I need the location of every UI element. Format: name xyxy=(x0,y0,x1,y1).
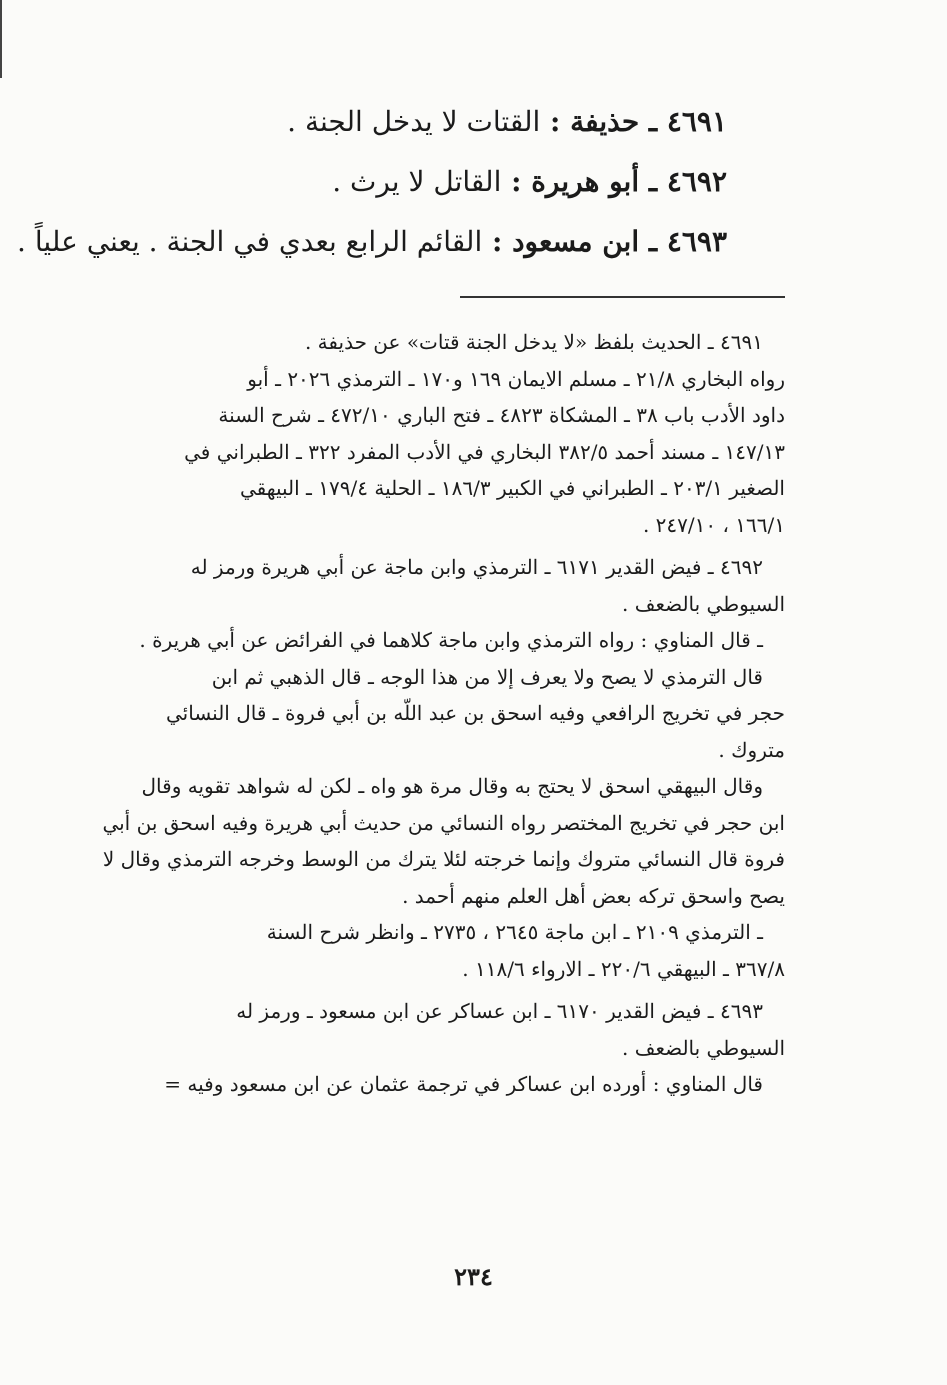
footnote-line: يصح واسحق تركه بعض أهل العلم منهم أحمد . xyxy=(402,883,785,908)
scan-edge-line xyxy=(0,0,2,78)
footnote-line: ٤٦٩١ ـ الحديث بلفظ «لا يدخل الجنة قتات» عن حذيفة . xyxy=(304,330,763,354)
footnote-line: ابن حجر في تخريج المختصر رواه النسائي من حديث أبي هريرة وفيه اسحق بن أبي xyxy=(102,810,785,835)
footnote-line: ١٦٦/١ ، ٢٤٧/١٠ . xyxy=(642,512,785,537)
footnote-divider xyxy=(460,296,785,298)
footnote-line: الصغير ٢٠٣/١ ـ الطبراني في الكبير ١٨٦/٣ ـ الحلية ١٧٩/٤ ـ البيهقي xyxy=(239,476,785,500)
footnote-line: فروة قال النسائي متروك وإنما خرجته لئلا يترك من الوسط وخرجه الترمذي وقال لا xyxy=(102,847,785,871)
main-entries xyxy=(17,92,727,272)
footnote-line: قال المناوي : أورده ابن عساكر في ترجمة عثمان عن ابن مسعود وفيه = xyxy=(164,1072,763,1096)
entry-number: ٤٦٩١ xyxy=(666,105,727,138)
footnote-line: ١٤٧/١٣ ـ مسند أحمد ٣٨٢/٥ البخاري في الأدب المفرد ٣٢٢ ـ الطبراني في xyxy=(184,439,785,464)
entry-narrator: ابن مسعود xyxy=(512,225,640,258)
footnote-line: السيوطي بالضعف . xyxy=(622,1035,785,1060)
entry-text: القتات لا يدخل الجنة . xyxy=(287,105,541,138)
footnote-line: حجر في تخريج الرافعي وفيه اسحق بن عبد اللّه بن أبي فروة ـ قال النسائي xyxy=(165,701,785,725)
entry-number: ٤٦٩٣ xyxy=(666,225,727,258)
entry-colon: : xyxy=(482,225,513,258)
entry-dash: ـ xyxy=(639,225,658,258)
entry-number: ٤٦٩٢ xyxy=(666,165,727,198)
entry-dash: ـ xyxy=(639,165,658,198)
main-entry xyxy=(125,92,727,152)
entry-text: القاتل لا يرث . xyxy=(332,165,502,198)
footnote-line: ٤٦٩٢ ـ فيض القدير ٦١٧١ ـ الترمذي وابن ماجة عن أبي هريرة ورمز له xyxy=(190,555,763,579)
footnote-line: داود الأدب باب ٣٨ ـ المشكاة ٤٨٢٣ ـ فتح الباري ٤٧٢/١٠ ـ شرح السنة xyxy=(218,403,785,427)
footnote-line: السيوطي بالضعف . xyxy=(622,591,785,616)
footnote-4693 xyxy=(95,993,785,1103)
footnote-4691 xyxy=(95,324,785,543)
main-entry xyxy=(17,212,727,272)
book-page xyxy=(17,0,785,1385)
footnote-4692 xyxy=(95,549,785,987)
footnote-line: ٣٦٧/٨ ـ البيهقي ٢٢٠/٦ ـ الارواء ١١٨/٦ . xyxy=(462,956,785,981)
footnote-line: متروك . xyxy=(718,737,785,762)
entry-colon: : xyxy=(540,105,571,138)
footnote-line: ٤٦٩٣ ـ فيض القدير ٦١٧٠ ـ ابن عساكر عن ابن مسعود ـ ورمز له xyxy=(236,999,763,1023)
entry-colon: : xyxy=(501,165,532,198)
page-number: ٢٣٤ xyxy=(454,1262,493,1291)
entry-narrator: أبو هريرة xyxy=(531,165,640,198)
footnote-line: قال الترمذي لا يصح ولا يعرف إلا من هذا الوجه ـ قال الذهبي ثم ابن xyxy=(211,664,763,689)
footnote-line: رواه البخاري ٢١/٨ ـ مسلم الايمان ١٦٩ و١٧٠ ـ الترمذي ٢٠٢٦ ـ أبو xyxy=(247,366,785,391)
entry-narrator: حذيفة xyxy=(570,105,640,138)
footnote-line: ـ قال المناوي : رواه الترمذي وابن ماجة كلاهما في الفرائض عن أبي هريرة . xyxy=(139,628,763,652)
entry-text: القائم الرابع بعدي في الجنة . يعني علياً . xyxy=(17,225,483,258)
footnotes xyxy=(95,324,785,1109)
footnote-line: وقال البيهقي اسحق لا يحتج به وقال مرة هو واه ـ لكن له شواهد تقويه وقال xyxy=(141,774,763,798)
footnote-line: ـ الترمذي ٢١٠٩ ـ ابن ماجة ٢٦٤٥ ، ٢٧٣٥ ـ وانظر شرح السنة xyxy=(266,920,763,944)
main-entry xyxy=(125,152,727,212)
entry-dash: ـ xyxy=(639,105,658,138)
